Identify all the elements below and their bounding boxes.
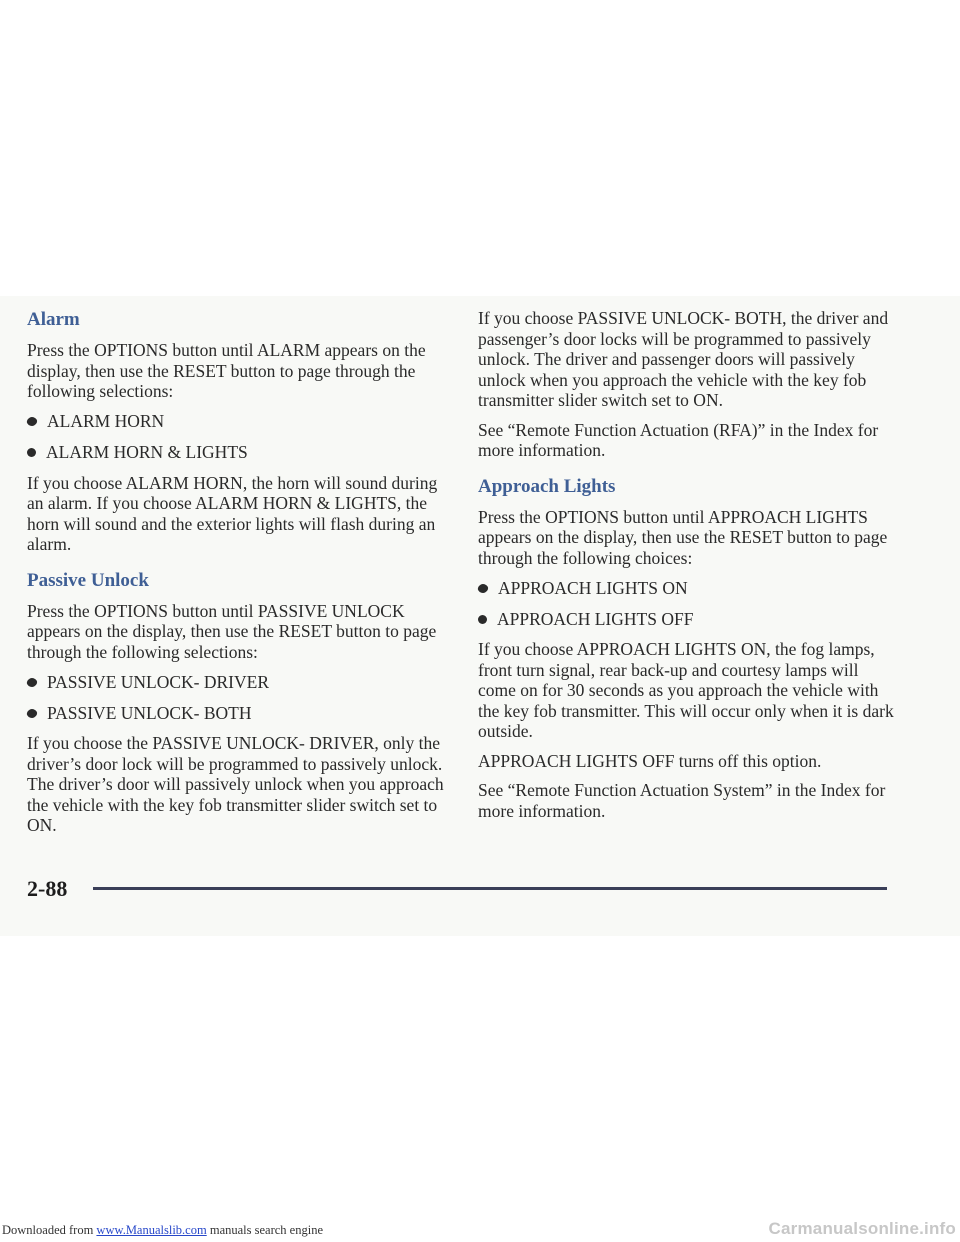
- watermark: Carmanualsonline.info: [768, 1219, 956, 1238]
- passive-unlock-description: If you choose the PASSIVE UNLOCK- DRIVER, only the driver’s door lock will be programmed to passively unlock. The driver’s door will passively unlock when you approach the vehicle with the key fob transmitter slider switch set to ON.: [27, 733, 444, 835]
- page-number: 2-88: [27, 876, 68, 901]
- left-column: [27, 308, 447, 845]
- approach-lights-heading: Approach Lights: [478, 475, 616, 497]
- see-rfa-note: See “Remote Function Actuation (RFA)” in the Index for more information.: [478, 419, 879, 460]
- alarm-heading: Alarm: [27, 309, 80, 330]
- list-item: APPROACH LIGHTS OFF: [478, 608, 898, 630]
- approach-lights-intro: Press the OPTIONS button until APPROACH LIGHTS appears on the display, then use the RESET button to page through the following choices:: [478, 506, 888, 568]
- list-item: PASSIVE UNLOCK- BOTH: [27, 702, 447, 724]
- page-rule: [93, 887, 887, 890]
- download-note: Downloaded from www.Manualslib.com manuals search engine: [2, 1223, 323, 1237]
- passive-unlock-heading: Passive Unlock: [27, 569, 149, 591]
- approach-on-description: If you choose APPROACH LIGHTS ON, the fog lamps, front turn signal, rear back-up and courtesy lamps will come on for 30 seconds as you approach the vehicle with the key fob transmitter. This will occur only when it is dark outside.: [478, 639, 894, 741]
- passive-both-description: If you choose PASSIVE UNLOCK- BOTH, the driver and passenger’s door locks will be programmed to passively unlock. The driver and passenger doors will passively unlock when you approach the vehicle with the key fob transmitter slider switch set to ON.: [478, 308, 889, 410]
- passive-unlock-intro: Press the OPTIONS button until PASSIVE UNLOCK appears on the display, then use the RESET button to page through the following selections:: [27, 600, 437, 662]
- list-item: ALARM HORN & LIGHTS: [27, 442, 447, 464]
- bullet-icon: [25, 415, 38, 428]
- bullet-icon: [476, 582, 489, 595]
- bullet-icon: [478, 615, 487, 624]
- bullet-icon: [25, 707, 38, 720]
- list-item: PASSIVE UNLOCK- DRIVER: [27, 671, 447, 693]
- list-item: APPROACH LIGHTS ON: [478, 577, 898, 599]
- approach-off-description: APPROACH LIGHTS OFF turns off this option.: [478, 750, 822, 771]
- footer: [0, 1219, 960, 1239]
- list-item: ALARM HORN: [27, 411, 447, 433]
- see-rfas-note: See “Remote Function Actuation System” in the Index for more information.: [478, 780, 886, 821]
- bullet-icon: [25, 676, 38, 689]
- right-column: [478, 308, 898, 830]
- alarm-intro: Press the OPTIONS button until ALARM appears on the display, then use the RESET button to page through the following selections:: [27, 340, 426, 401]
- manualslib-link[interactable]: www.Manualslib.com: [96, 1223, 207, 1237]
- bullet-icon: [27, 448, 36, 457]
- alarm-description: If you choose ALARM HORN, the horn will sound during an alarm. If you choose ALARM HORN & LIGHTS, the horn will sound and the exterior lights will flash during an alarm.: [27, 472, 438, 554]
